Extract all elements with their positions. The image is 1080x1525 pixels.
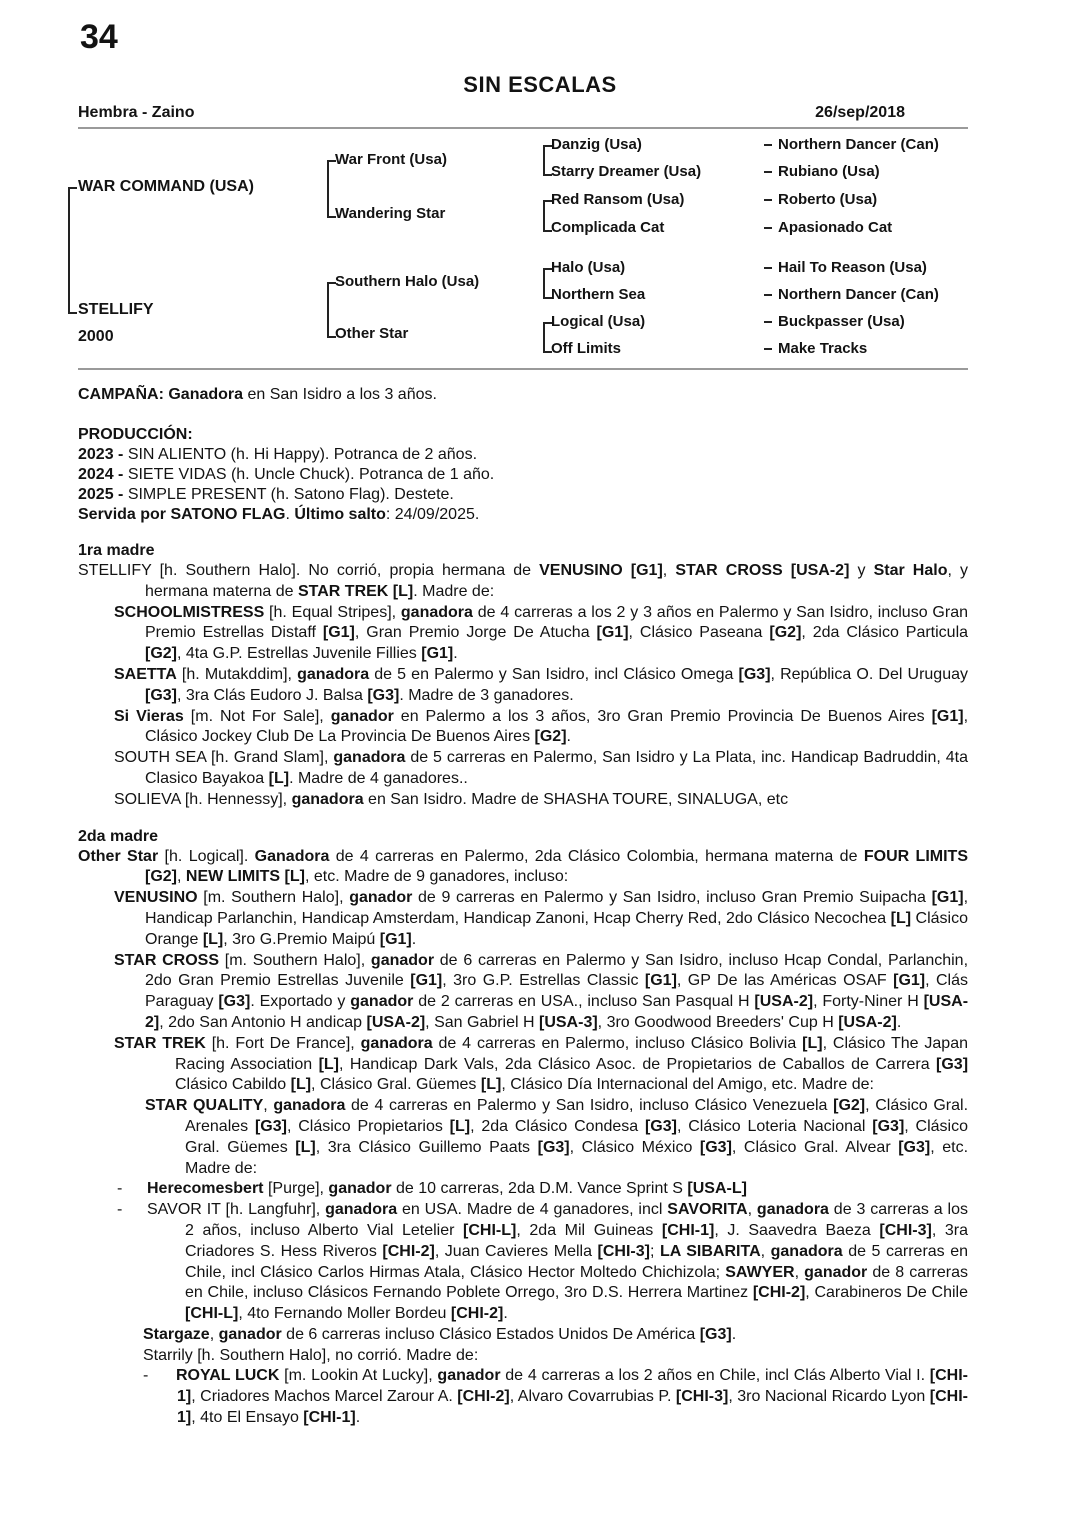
foal-herecomesbert: - Herecomesbert [Purge], ganador de 10 carreras, 2da D.M. Vance Sprint S [USA-L] [78,1179,968,1200]
production-section [78,425,968,525]
pedigree-ancestor-name: War Front (Usa) [335,151,447,168]
campaign-line: CAMPAÑA: Ganadora en San Isidro a los 3 años. [78,386,437,403]
list-dash: - [143,1367,149,1385]
sex-coat-label: Hembra - Zaino [78,104,195,121]
dam-name: STELLIFY [78,301,154,318]
dash-connector [764,171,772,173]
header-rule [78,127,968,129]
list-dash: - [117,1201,123,1219]
foal-si-vieras: Si Vieras [m. Not For Sale], ganador en Palermo a los 3 años, 3ro Gran Premio Provincia De Buenos Aires [G1], Clásico Jockey Club De La Provincia De Buenos Aires [G2]. [114,707,969,746]
production-2025: 2025 - SIMPLE PRESENT (h. Satono Flag). Destete. [78,486,454,503]
pedigree-ancestor-name: Southern Halo (Usa) [335,273,480,290]
pedigree-ancestor-name: Roberto (Usa) [778,191,878,208]
dash-connector [764,321,772,323]
foal-schoolmistress: SCHOOLMISTRESS [h. Equal Stripes], ganadora de 4 carreras a los 2 y 3 años en Palermo y San Isidro, incluso Gran Premio Estrellas Distaff [G1], Gran Premio Jorge De Atucha [G1], Clásico Paseana [G2], 2da Clásico Particula [G2], 4ta G.P. Estrellas Juvenile Fillies [G1]. [114,603,969,663]
dash-connector [764,199,772,201]
foal-star-cross: STAR CROSS [m. Southern Halo], ganador de 6 carreras en Palermo y San Isidro, incluso Hcap Condal, Parlanchin, 2do Gran Premio Estrellas Juvenile [G1], 3ro G.P. Estrellas Classic [G1], GP De las Américas OSAF [G1], Clás Paraguay [G3]. Exportado y ganador de 2 carreras en USA., incluso San Pasqual H [USA-2], Forty-Niner H [USA-2], 2do San Antonio H andicap [USA-2], San Gabriel H [USA-3], 3ro Goodwood Breeders' Cup H [USA-2]. [114,951,969,1031]
pedigree-rule [78,368,968,370]
pedigree-ancestor-name: Buckpasser (Usa) [778,313,905,330]
pedigree-ancestor-name: Danzig (Usa) [551,136,642,153]
first-dam-heading: 1ra madre [78,542,155,559]
pedigree-ancestor-name: Halo (Usa) [551,259,626,276]
foal-south-sea: SOUTH SEA [h. Grand Slam], ganadora de 5 carreras en Palermo, San Isidro y La Plata, inc. Handicap Badruddin, 4ta Clasico Bayakoa [L]. Madre de 4 ganadores.. [114,749,968,787]
foal-stargaze: Stargaze, ganador de 6 carreras incluso Clásico Estados Unidos De América [G3]. [143,1325,737,1343]
dash-connector [764,144,772,146]
dash-connector [764,348,772,350]
second-dam-paragraphs [78,847,968,1429]
pedigree-ancestor-name: Make Tracks [778,340,868,357]
foal-star-trek: STAR TREK [h. Fort De France], ganadora de 4 carreras en Palermo, incluso Clásico Bolivia [L], Clásico The Japan Racing Association [L], Handicap Dark Vals, 2da Clásico Asoc. de Propietarios de Caballos de Carrera [G3] Clásico Cabildo [L], Clásico Gral. Güemes [L], Clásico Día Internacional del Amigo, etc. Madre de: [114,1034,969,1094]
foal-royal-luck: - ROYAL LUCK [m. Lookin At Lucky], ganador de 4 carreras a los 2 años en Chile, incl Clás Alberto Vial I. [CHI-1], Criadores Machos Marcel Zarour A. [CHI-2], Alvaro Covarrubias P. [CHI-3], 3ro Nacional Ricardo Lyon [CHI-1], 4to El Ensayo [CHI-1]. [143,1367,969,1427]
pedigree-ancestor-name: Other Star [335,325,409,342]
list-dash: - [117,1180,123,1198]
dash-connector [764,267,772,269]
pedigree-ancestor-name: Northern Dancer (Can) [778,286,939,303]
foal-solieva: SOLIEVA [h. Hennessy], ganadora en San Isidro. Madre de SHASHA TOURE, SINALUGA, etc [114,790,789,808]
page-title: SIN ESCALAS [463,72,617,97]
covered-by-line: Servida por SATONO FLAG. Último salto: 24/09/2025. [78,506,480,523]
pedigree-ancestor-name: Rubiano (Usa) [778,163,880,180]
pedigree-ancestor-name: Apasionado Cat [778,219,893,236]
foal-star-quality: STAR QUALITY, ganadora de 4 carreras en Palermo y San Isidro, incluso Clásico Venezuela [G2], Clásico Gral. Arenales [G3], Clásico Propietarios [L], 2da Clásico Condesa [G3], Clásico Loteria Nacional [G3], Clásico Gral. Güemes [L], 3ra Clásico Guillemo Paats [G3], Clásico México [G3], Clásico Gral. Alvear [G3], etc. Madre de: [145,1097,969,1177]
second-dam-heading: 2da madre [78,827,159,845]
pedigree-ancestor-name: Logical (Usa) [551,313,646,330]
production-2023: 2023 - SIN ALIENTO (h. Hi Happy). Potranca de 2 años. [78,446,478,463]
foal-venusino: VENUSINO [m. Southern Halo], ganador de 9 carreras en Palermo y San Isidro, incluso Gran Premio Suipacha [G1], Handicap Parlanchin, Handicap Amsterdam, Handicap Zanoni, Hcap Cherry Red, 2do Clásico Necochea [L] Clásico Orange [L], 3ro G.Premio Maipú [G1]. [114,889,969,948]
pedigree-ancestor-name: Starry Dreamer (Usa) [551,163,702,180]
pedigree-ancestor-name: Off Limits [551,340,621,357]
dash-connector [764,227,772,229]
production-heading: PRODUCCIÓN: [78,426,193,443]
pedigree-ancestor-name: Northern Sea [551,286,646,303]
dam-year: 2000 [78,328,114,345]
production-2024: 2024 - SIETE VIDAS (h. Uncle Chuck). Potranca de 1 año. [78,466,495,483]
pedigree-ancestor-name: Red Ransom (Usa) [551,191,685,208]
pedigree-ancestor-name: Wandering Star [335,205,446,222]
foaling-date: 26/sep/2018 [815,104,905,121]
sire-name: WAR COMMAND (USA) [78,178,254,195]
dash-connector [764,294,772,296]
foal-starrily: Starrily [h. Southern Halo], no corrió. Madre de: [143,1346,479,1364]
pedigree-ancestor-name: Northern Dancer (Can) [778,136,939,153]
catalog-text [78,380,968,1429]
dam-other-star: Other Star [h. Logical]. Ganadora de 4 carreras en Palermo, 2da Clásico Colombia, hermana materna de FOUR LIMITS [G2], NEW LIMITS [L], etc. Madre de 9 ganadores, incluso: [78,847,968,886]
pedigree-ancestor-name: Complicada Cat [551,219,665,236]
foal-savor-it: - SAVOR IT [h. Langfuhr], ganadora en USA. Madre de 4 ganadores, incl SAVORITA, ganadora de 3 carreras a los 2 años, incluso Alberto Vial Letelier [CHI-L], 2da Mil Guineas [CHI-1], J. Saavedra Baeza [CHI-3], 3ra Criadores S. Hess Riveros [CHI-2], Juan Cavieres Mella [CHI-3]; LA SIBARITA, ganadora de 5 carreras en Chile, incl Clásico Carlos Hirmas Atala, Clásico Hector Moltedo Chichizola; SAWYER, ganador de 8 carreras en Chile, incluso Clásicos Fernando Poblete Orrego, 3ro D.S. Herrera Martinez [CHI-2], Carabineros De Chile [CHI-L], 4to Fernando Moller Bordeu [CHI-2]. [117,1201,969,1323]
bracket-connector [68,187,77,314]
first-dam-paragraphs [78,561,968,811]
page-number: 34 [80,18,118,56]
dam-stellify: STELLIFY [h. Southern Halo]. No corrió, propia hermana de VENUSINO [G1], STAR CROSS [USA-2] y Star Halo, y hermana materna de STAR TREK [L]. Madre de: [78,562,969,600]
pedigree-table [60,135,1060,370]
production-lines [78,445,968,525]
foal-saetta: SAETTA [h. Mutakddim], ganadora de 5 en Palermo y San Isidro, incl Clásico Omega [G3], República O. Del Uruguay [G3], 3ra Clás Eudoro J. Balsa [G3]. Madre de 3 ganadores. [114,665,968,704]
pedigree-ancestor-name: Hail To Reason (Usa) [778,259,927,276]
